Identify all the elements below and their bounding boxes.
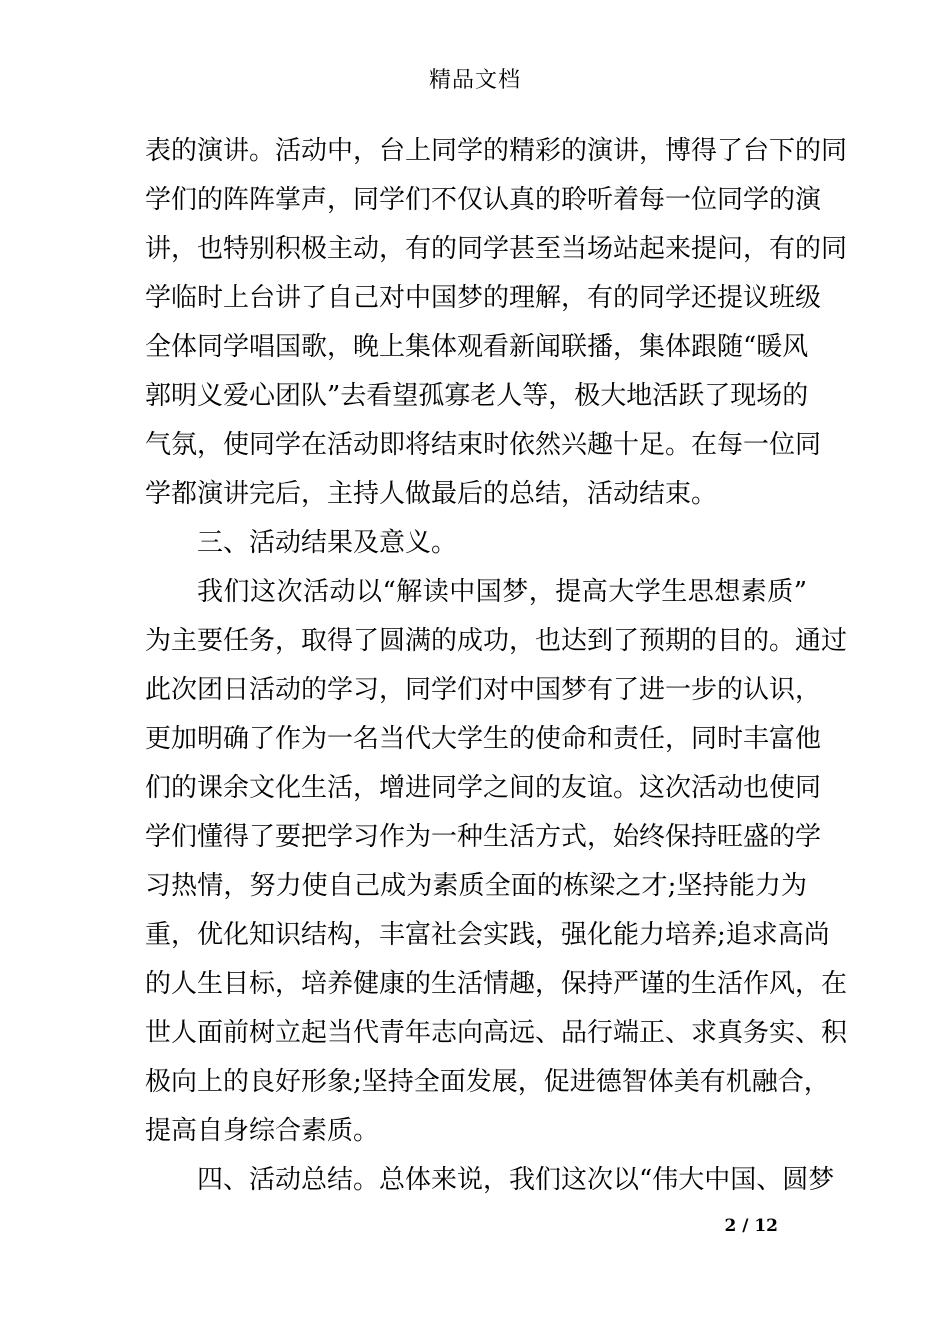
text-line: 学都演讲完后，主持人做最后的总结，活动结束。 — [145, 479, 718, 509]
page-header-title: 精品文档 — [428, 68, 521, 93]
section-heading: 四、活动总结。总体来说，我们这次以“伟大中国、圆梦 — [197, 1165, 835, 1195]
text-line: 学们懂得了要把学习作为一种生活方式，始终保持旺盛的学 — [145, 822, 822, 852]
text-line: 学临时上台讲了自己对中国梦的理解，有的同学还提议班级 — [145, 283, 822, 313]
text-line: 习热情，努力使自己成为素质全面的栋梁之才;坚持能力为 — [145, 871, 807, 901]
text-line: 更加明确了作为一名当代大学生的使命和责任，同时丰富他 — [145, 724, 822, 754]
text-line: 重，优化知识结构，丰富社会实践，强化能力培养;追求高尚 — [145, 920, 830, 950]
text-line: 世人面前树立起当代青年志向高远、品行端正、求真务实、积 — [145, 1018, 848, 1048]
text-line: 的人生目标，培养健康的生活情趣，保持严谨的生活作风，在 — [145, 969, 848, 999]
text-line: 气氛，使同学在活动即将结束时依然兴趣十足。在每一位同 — [145, 430, 822, 460]
text-line: 郭明义爱心团队”去看望孤寡老人等，极大地活跃了现场的 — [145, 381, 809, 411]
text-line: 为主要任务，取得了圆满的成功，也达到了预期的目的。通过 — [145, 626, 848, 656]
text-line: 讲，也特别积极主动，有的同学甚至当场站起来提问，有的同 — [145, 234, 848, 264]
page-number: 2 / 12 — [724, 1216, 778, 1236]
text-line: 表的演讲。活动中，台上同学的精彩的演讲，博得了台下的同 — [145, 136, 848, 166]
text-line: 极向上的良好形象;坚持全面发展，促进德智体美有机融合， — [145, 1067, 830, 1097]
text-line: 学们的阵阵掌声，同学们不仅认真的聆听着每一位同学的演 — [145, 185, 822, 215]
text-line: 我们这次活动以“解读中国梦，提高大学生思想素质” — [197, 577, 807, 607]
body-text — [145, 127, 848, 1205]
text-line: 全体同学唱国歌，晚上集体观看新闻联播，集体跟随“暖风 — [145, 332, 809, 362]
text-line: 提高自身综合素质。 — [145, 1116, 380, 1146]
section-heading: 三、活动结果及意义。 — [197, 528, 458, 558]
text-line: 们的课余文化生活，增进同学之间的友谊。这次活动也使同 — [145, 773, 822, 803]
text-line: 此次团日活动的学习，同学们对中国梦有了进一步的认识， — [145, 675, 822, 705]
